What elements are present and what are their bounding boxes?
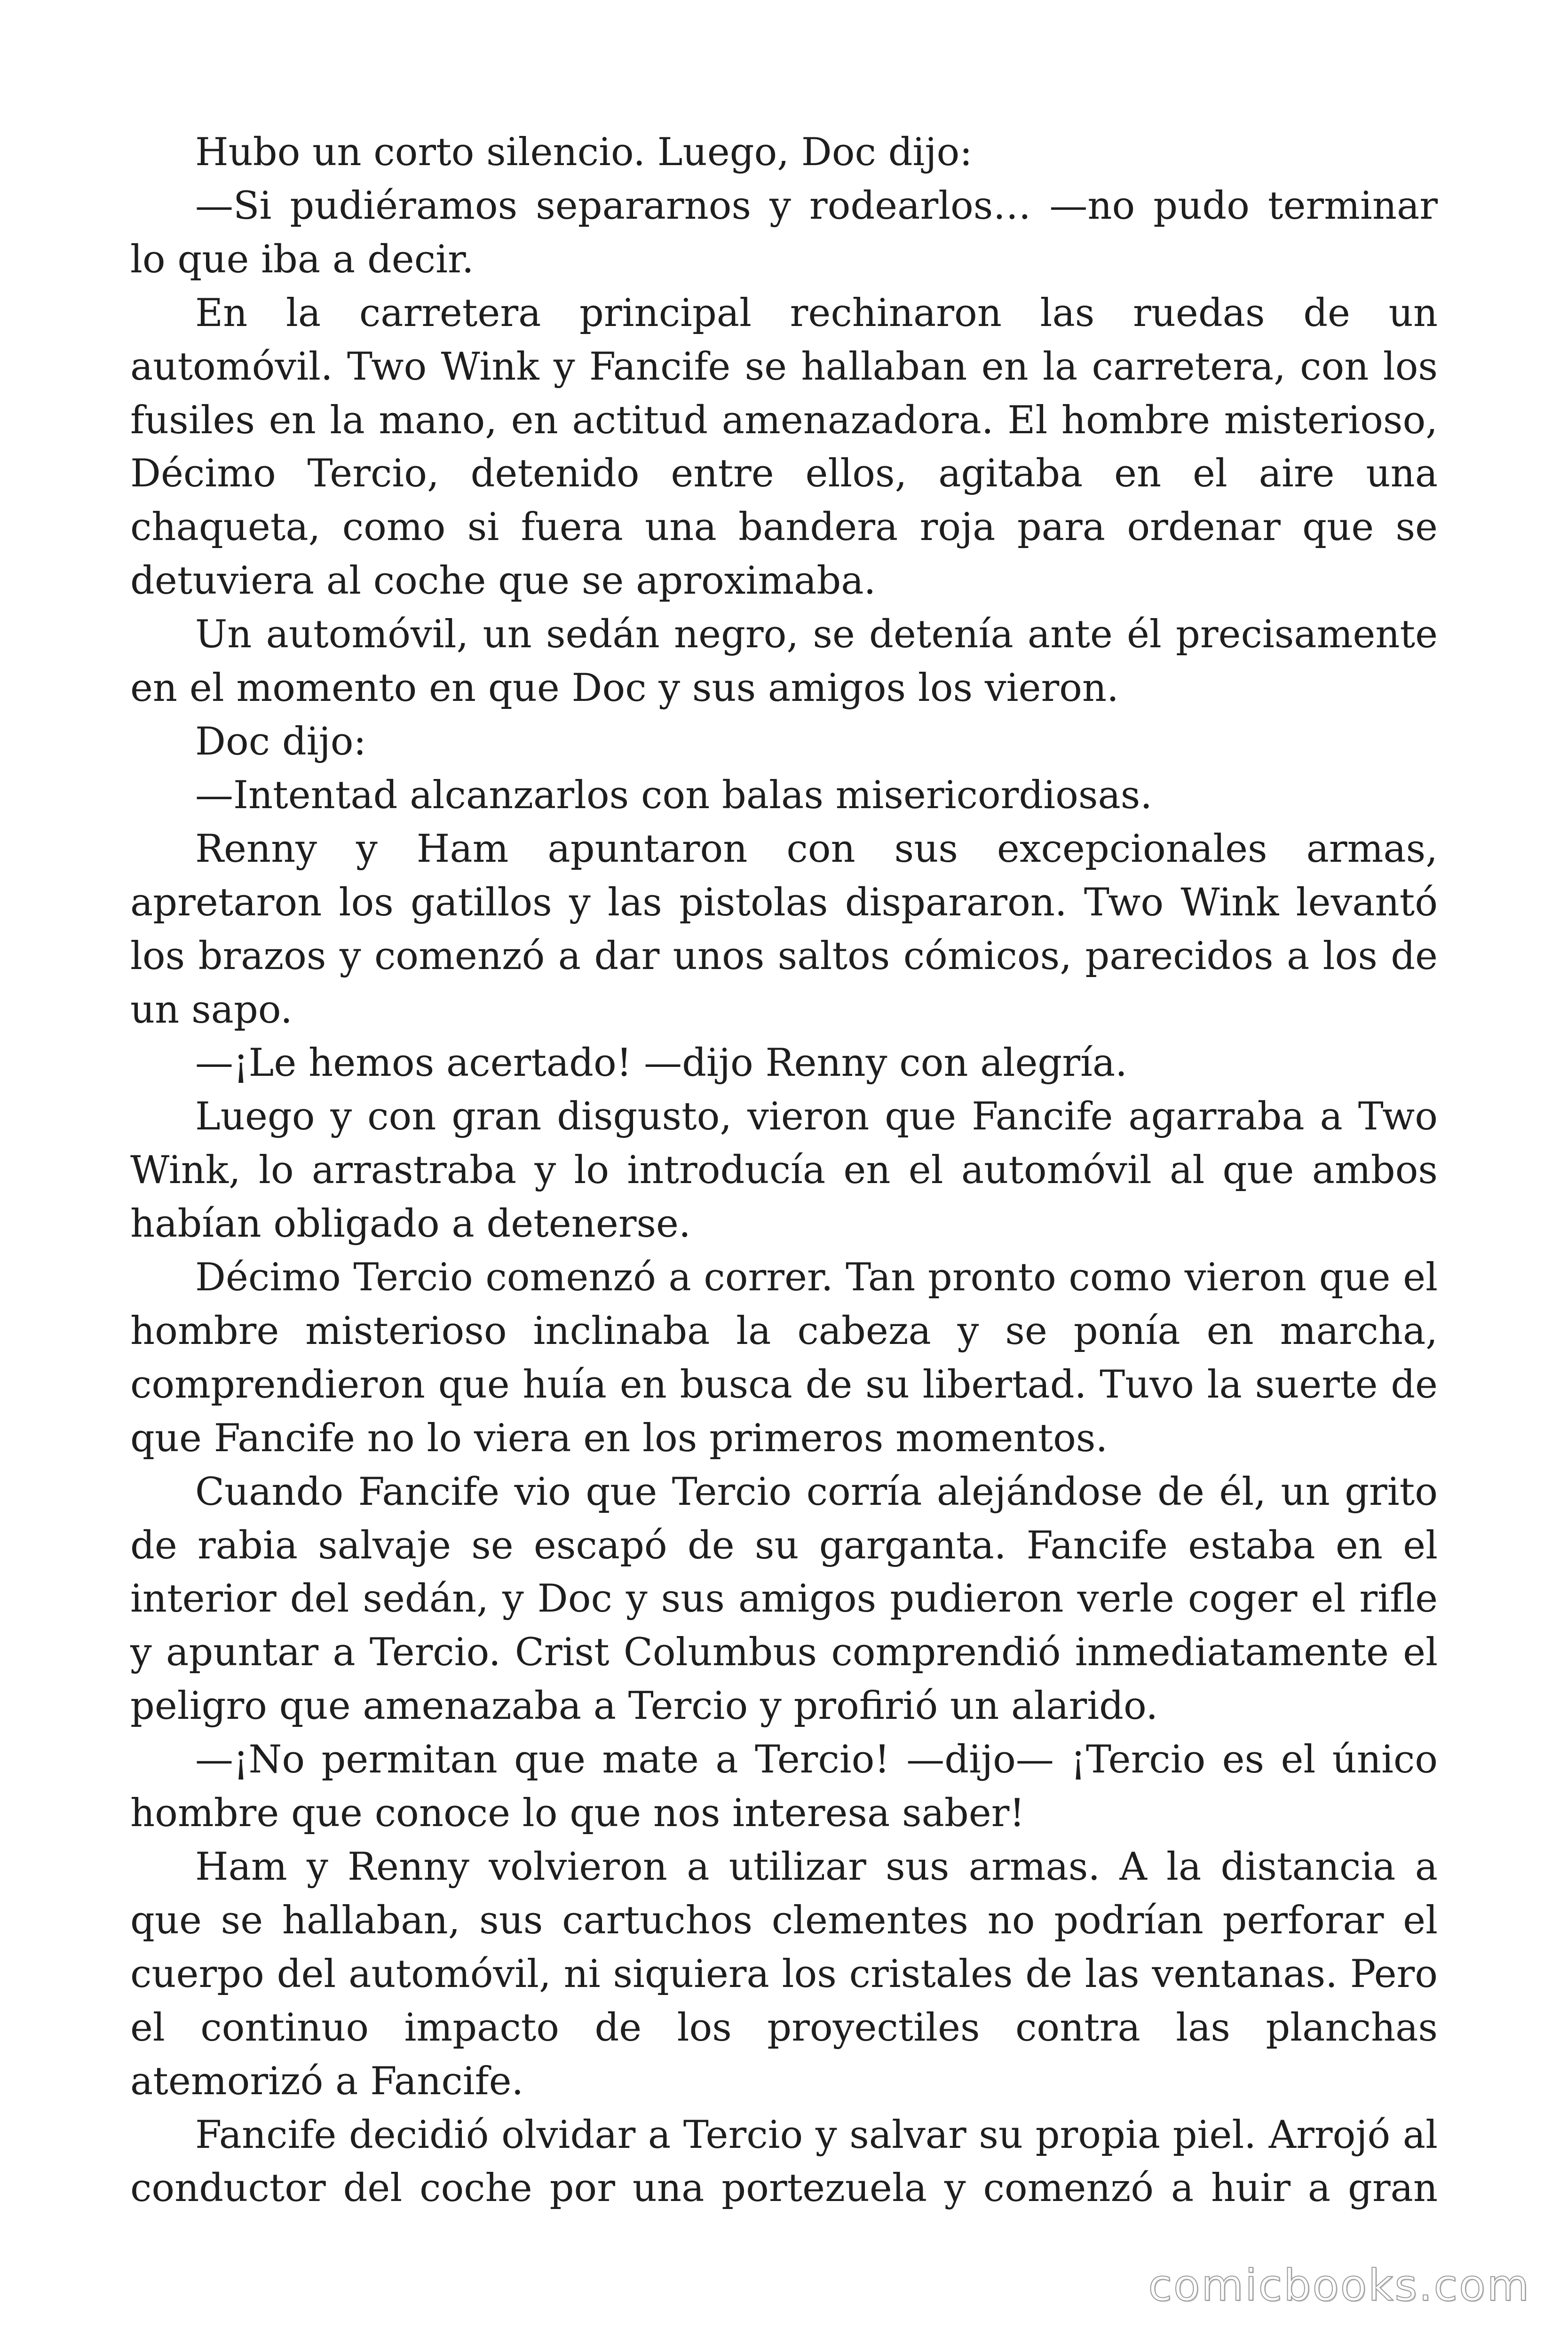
paragraph: —Si pudiéramos separarnos y rodearlos… —no pudo terminar lo que iba a decir. [130,183,1438,282]
paragraph: —Intentad alcanzarlos con balas misericordiosas. [195,773,1153,818]
book-page-text [130,126,1438,2216]
paragraph: Hubo un corto silencio. Luego, Doc dijo: [195,130,973,175]
paragraph: Un automóvil, un sedán negro, se detenía ante él precisamente en el momento en que Doc y sus amigos los vieron. [130,612,1438,711]
paragraph: Doc dijo: [195,719,366,764]
paragraph: Cuando Fancife vio que Tercio corría alejándose de él, un grito de rabia salvaje se escapó de su garganta. Fancife estaba en el interior del sedán, y Doc y sus amigos pudieron verle coger el rifle y apuntar a Tercio. Crist Columbus comprendió inmediatamente el peligro que amenazaba a Tercio y profirió un alarido. [130,1470,1438,1729]
paragraph: En la carretera principal rechinaron las ruedas de un automóvil. Two Wink y Fancife se hallaban en la carretera, con los fusiles en la mano, en actitud amenazadora. El hombre misterioso, Décimo Tercio, detenido entre ellos, agitaba en el aire una chaqueta, como si fuera una bandera roja para ordenar que se detuviera al coche que se aproximaba. [130,291,1438,604]
paragraph: —¡Le hemos acertado! —dijo Renny con alegría. [195,1041,1127,1086]
paragraph: Luego y con gran disgusto, vieron que Fancife agarraba a Two Wink, lo arrastraba y lo introducía en el automóvil al que ambos habían obligado a detenerse. [130,1095,1438,1247]
paragraph: Renny y Ham apuntaron con sus excepcionales armas, apretaron los gatillos y las pistolas dispararon. Two Wink levantó los brazos y comenzó a dar unos saltos cómicos, parecidos a los de un sapo. [130,826,1438,1032]
paragraph: Décimo Tercio comenzó a correr. Tan pronto como vieron que el hombre misterioso inclinaba la cabeza y se ponía en marcha, comprendieron que huía en busca de su libertad. Tuvo la suerte de que Fancife no lo viera en los primeros momentos. [130,1255,1438,1461]
site-watermark: comicbooks.com [1148,2260,1530,2311]
paragraph: Fancife decidió olvidar a Tercio y salvar su propia piel. Arrojó al conductor del coche por una portezuela y comenzó a huir a gran [130,2113,1438,2211]
paragraph: —¡No permitan que mate a Tercio! —dijo— ¡Tercio es el único hombre que conoce lo que nos interesa saber! [130,1738,1438,1836]
paragraph: Ham y Renny volvieron a utilizar sus armas. A la distancia a que se hallaban, sus cartuchos clementes no podrían perforar el cuerpo del automóvil, ni siquiera los cristales de las ventanas. Pero el continuo impacto de los proyectiles contra las planchas atemorizó a Fancife. [130,1845,1438,2104]
